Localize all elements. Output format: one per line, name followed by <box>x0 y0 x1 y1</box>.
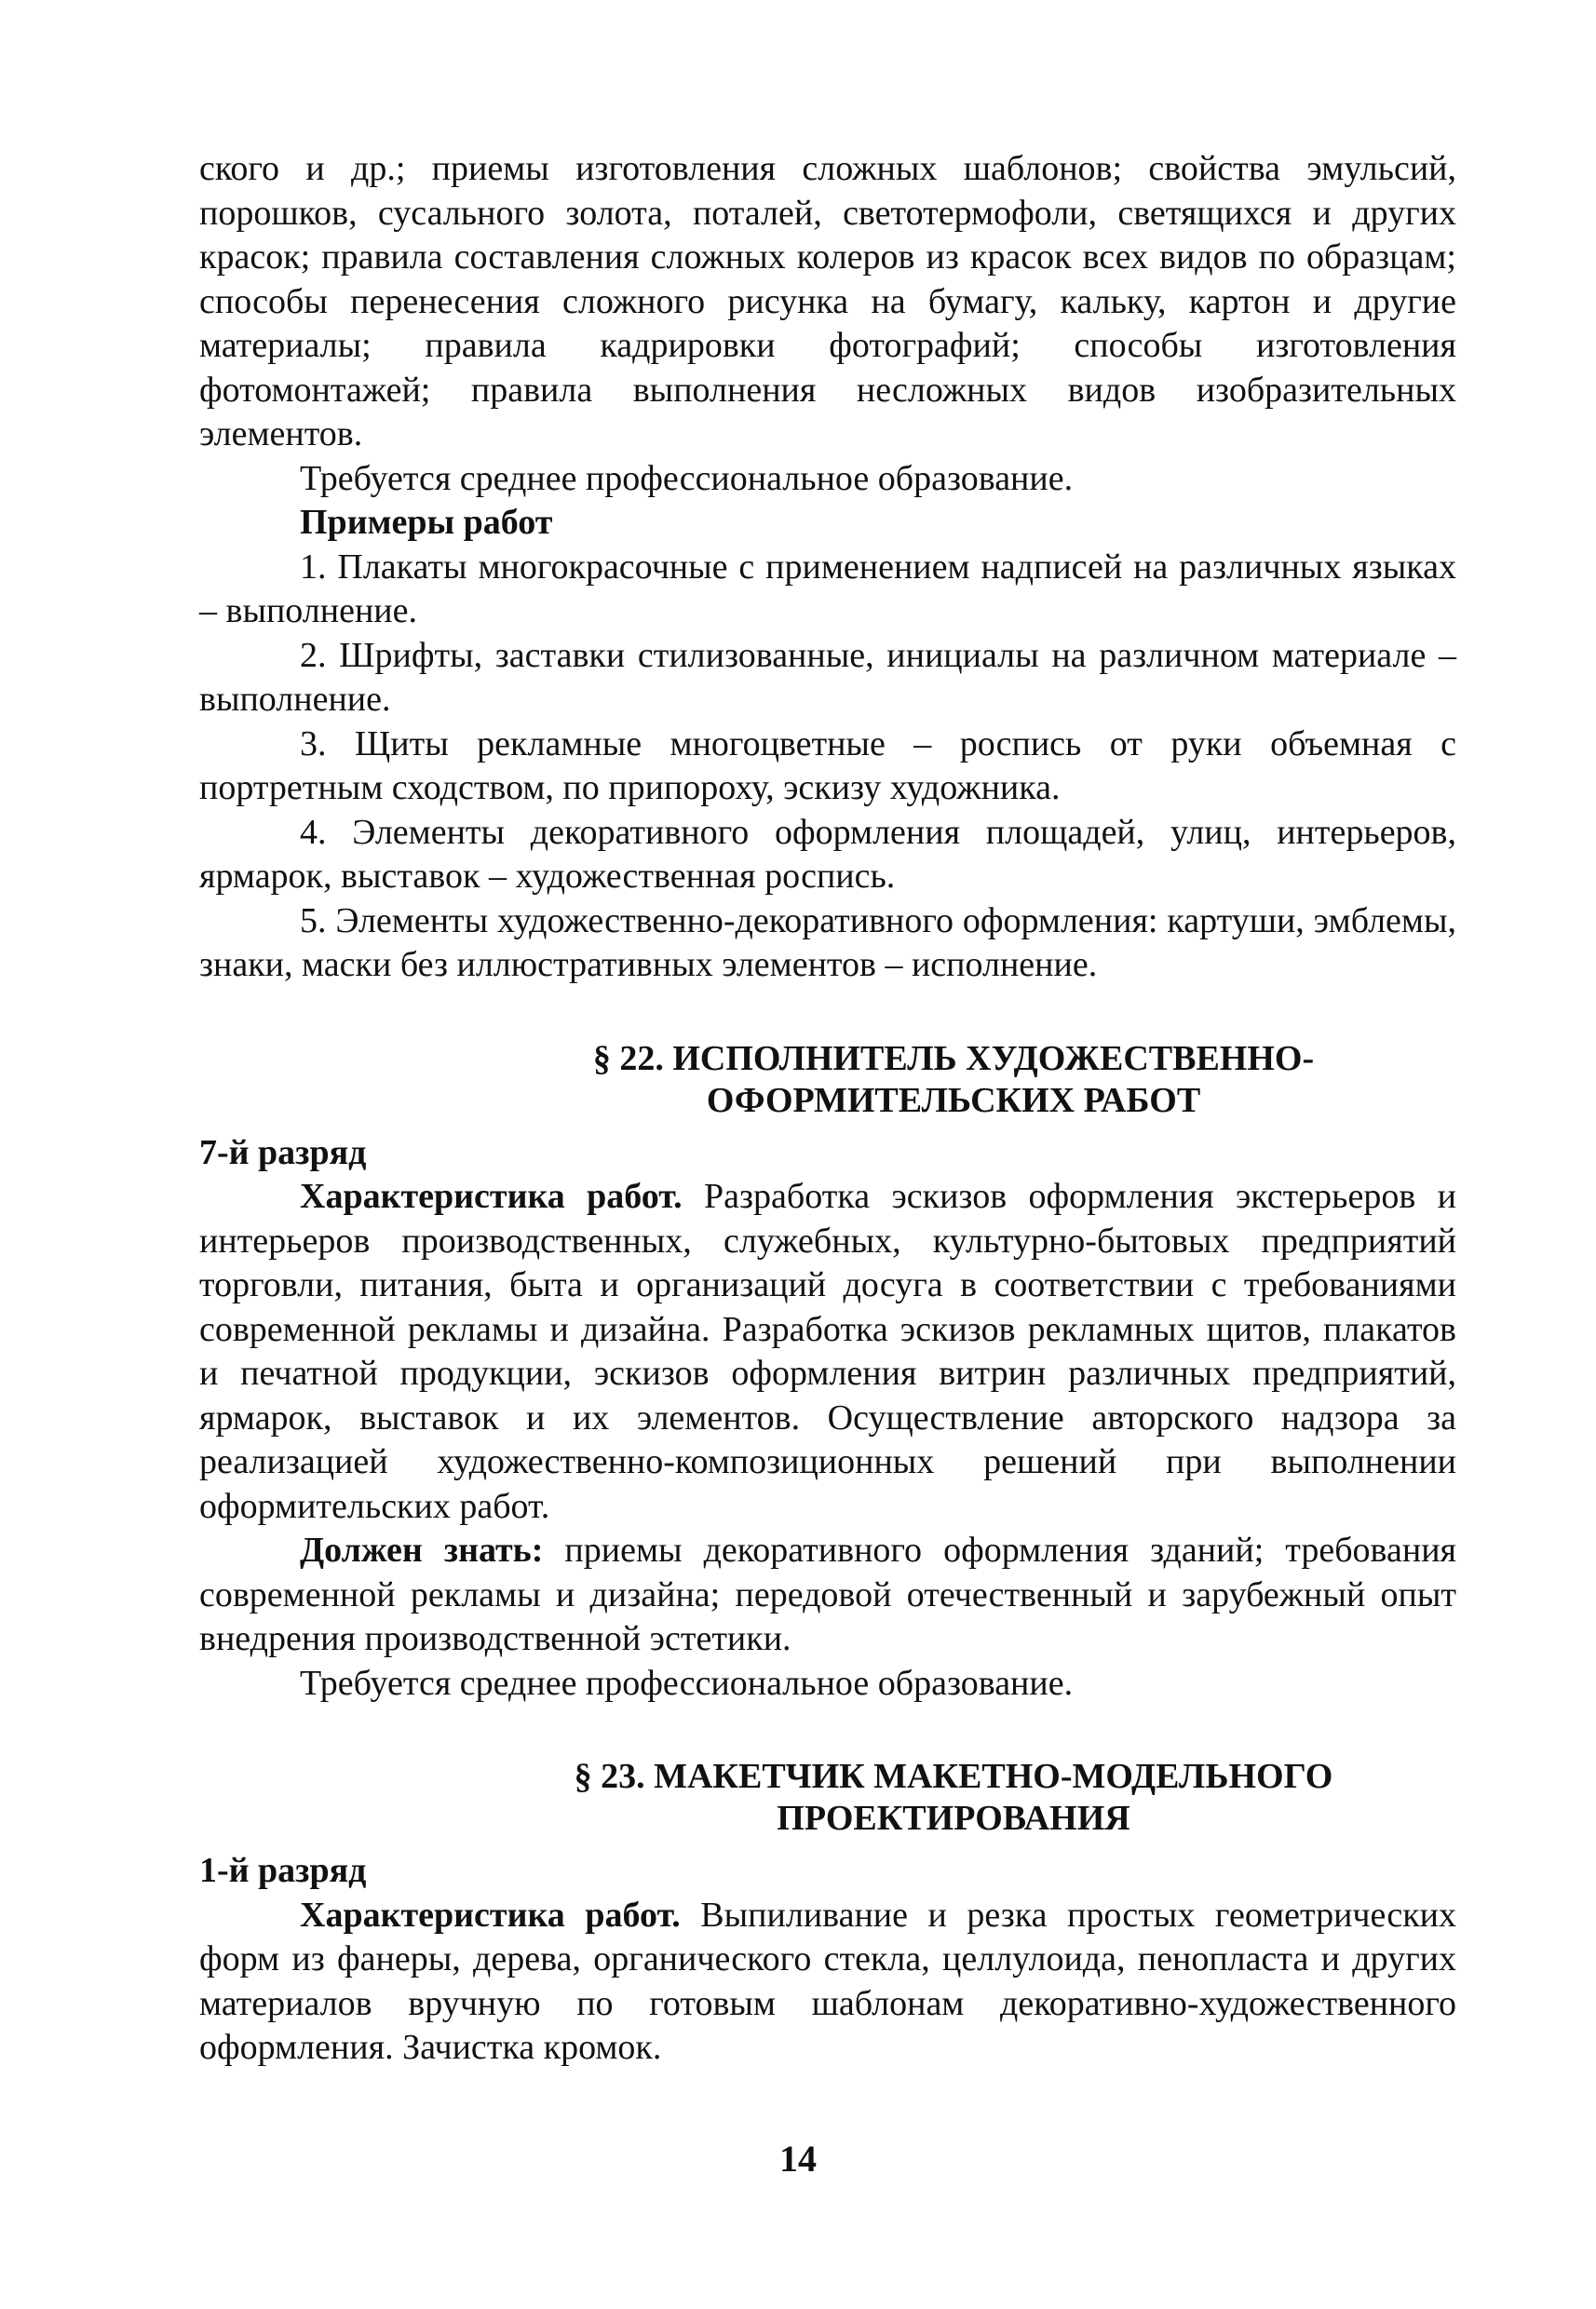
example-item: 4. Элементы декоративного оформления площадей, улиц, интерьеров, ярмарок, выставок – художественная роспись. <box>199 812 1456 896</box>
section-22-heading-line1: § 22. ИСПОЛНИТЕЛЬ ХУДОЖЕСТВЕННО- <box>592 1038 1315 1078</box>
section-22-heading-line2: ОФОРМИТЕЛЬСКИХ РАБОТ <box>706 1080 1201 1120</box>
section-22-char-label: Характеристика работ. <box>300 1177 683 1216</box>
section-23-heading-line1: § 23. МАКЕТЧИК МАКЕТНО-МОДЕЛЬНОГО <box>574 1757 1333 1796</box>
example-item: 3. Щиты рекламные многоцветные – роспись от руки объемная с портретным сходством, по припороху, эскизу художника. <box>199 723 1456 807</box>
section-22-characteristics <box>199 1175 1456 1529</box>
example-item: 5. Элементы художественно-декоративного оформления: картуши, эмблемы, знаки, маски без иллюстративных элементов – исполнение. <box>199 900 1456 984</box>
section-23-characteristics <box>199 1894 1456 2071</box>
example-item: 2. Шрифты, заставки стилизованные, инициалы на различном материале – выполнение. <box>199 635 1456 719</box>
example-item: 1. Плакаты многокрасочные с применением надписей на различных языках – выполнение. <box>199 547 1456 630</box>
section-22-knowledge <box>199 1529 1456 1662</box>
section-22-know-label: Должен знать: <box>300 1531 544 1570</box>
examples-list <box>199 546 1456 988</box>
section-23-heading <box>451 1756 1456 1840</box>
section-23-char-text: Выпиливание и резка простых геометрических форм из фанеры, дерева, органического стекла, целлулоида, пенопласта и других материалов вручную по готовым шаблонам декоративно-художественного оформления. Зачистка кромок. <box>199 1895 1457 2067</box>
page-number: 14 <box>779 2138 817 2180</box>
section-22-heading <box>451 1038 1456 1122</box>
intro-education: Требуется среднее профессиональное образование. <box>300 458 1074 498</box>
section-22-know-text: приемы декоративного оформления зданий; требования современной рекламы и дизайна; передовой отечественный и зарубежный опыт внедрения производственной эстетики. <box>199 1531 1457 1658</box>
section-23-grade: 1-й разряд <box>199 1851 367 1890</box>
section-22-education: Требуется среднее профессиональное образование. <box>300 1663 1074 1703</box>
section-23-char-label: Характеристика работ. <box>300 1895 681 1935</box>
section-22-grade: 7-й разряд <box>199 1132 367 1172</box>
section-23-heading-line2: ПРОЕКТИРОВАНИЯ <box>777 1799 1130 1838</box>
section-22-char-text: Разработка эскизов оформления экстерьеров и интерьеров производственных, служебных, культурно-бытовых предприятий торговли, питания, быта и организаций досуга в соответствии с требованиями современной рекламы и дизайна. Разработка эскизов рекламных щитов, плакатов и печатной продукции, эскизов оформления витрин различных предприятий, ярмарок, выставок и их элементов. Осуществление авторского надзора за реализацией художественно-композиционных решений при выполнении оформительских работ. <box>199 1177 1456 1526</box>
examples-title: Примеры работ <box>300 503 553 542</box>
intro-paragraph: ского и др.; приемы изготовления сложных шаблонов; свойства эмульсий, порошков, сусального золота, поталей, светотермофоли, светящихся и других красок; правила составления сложных колеров из красок всех видов по образцам; способы перенесения сложного рисунка на бумагу, кальку, картон и другие материалы; правила кадрировки фотографий; способы изготовления фотомонтажей; правила выполнения несложных видов изобразительных элементов. <box>199 149 1456 453</box>
